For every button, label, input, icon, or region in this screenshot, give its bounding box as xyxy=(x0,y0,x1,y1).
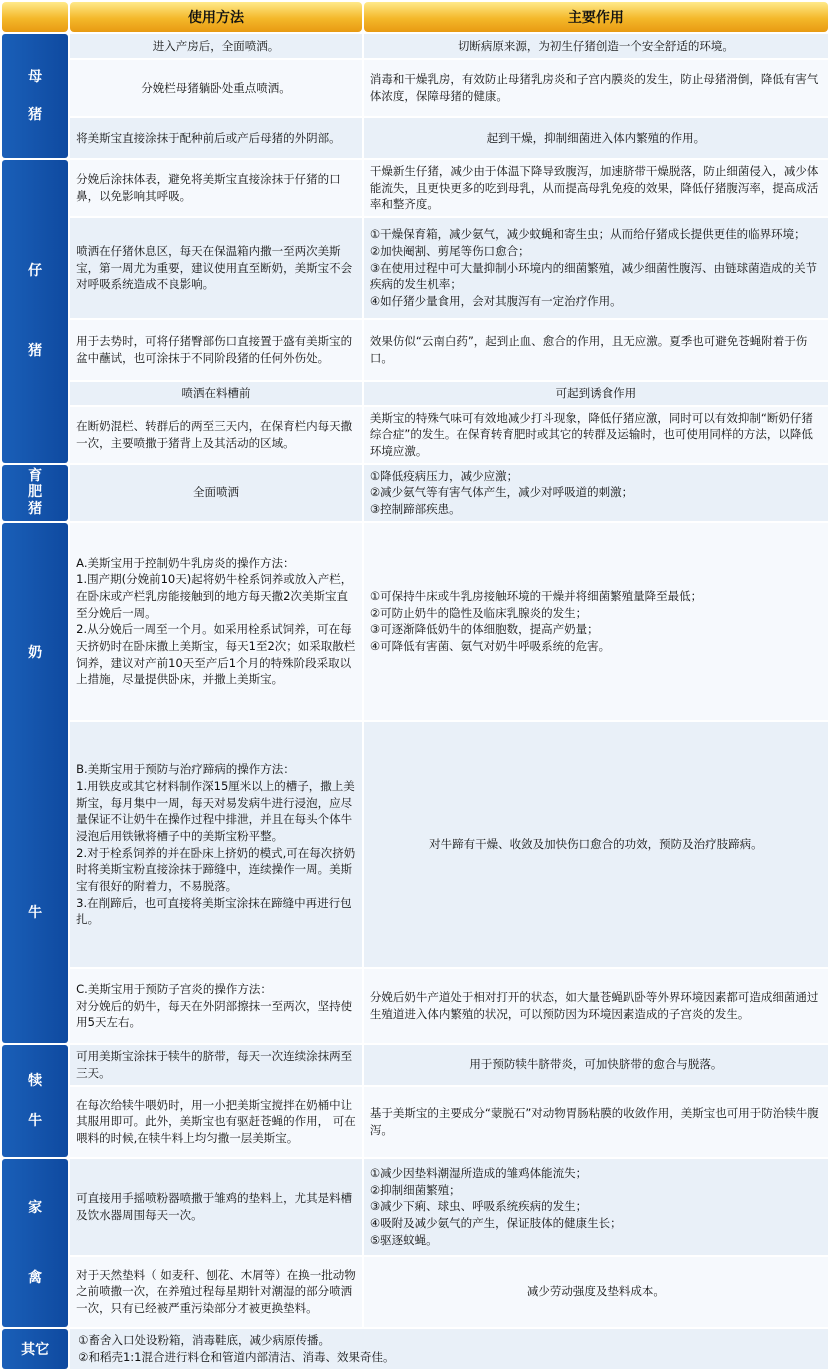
table-row xyxy=(2,523,828,720)
header-blank-cell xyxy=(2,2,68,32)
effect-line: ①干燥保育箱，减少氨气，减少蚊蝇和寄生虫；从而给仔猪成长提供更佳的临界环境； xyxy=(369,227,806,242)
method-cell: 喷洒在仔猪休息区，每天在保温箱内撒一至两次美斯宝，第一周尤为重要，建议使用直至断奶，美斯宝不会对呼吸系统造成不良影响。 xyxy=(70,218,362,318)
effect-line: ④吸附及减少氨气的产生，保证肢体的健康生长； xyxy=(369,1216,622,1231)
method-line: B.美斯宝用于预防与治疗蹄病的操作方法： xyxy=(76,762,295,777)
table-row xyxy=(2,407,828,463)
table-row xyxy=(2,1257,828,1327)
effect-line: ③可逐渐降低奶牛的体细胞数，提高产奶量； xyxy=(369,622,599,637)
effect-line: ①降低疫病压力，减少应激； xyxy=(369,468,519,483)
category-piglet xyxy=(2,160,68,463)
effect-line: ①可保持牛床或牛乳房接触环境的干燥并将细菌繁殖量降至最低； xyxy=(369,589,703,604)
method-cell: 用于去势时，可将仔猪臀部伤口直接置于盛有美斯宝的盆中蘸试，也可涂抹于不同阶段猪的任何外伤处。 xyxy=(70,320,362,380)
effect-line: ③在使用过程中可大量抑制小环境内的细菌繁殖，减少细菌性腹泻、由链球菌造成的关节疾病的发生机率； xyxy=(369,260,818,292)
category-label-char: 猪 xyxy=(28,501,43,518)
table-row xyxy=(2,1087,828,1157)
effect-line: ③控制蹄部疾患。 xyxy=(369,502,461,517)
effect-line: ①减少因垫料潮湿所造成的雏鸡体能流失； xyxy=(369,1166,588,1181)
category-label-char: 禽 xyxy=(28,1269,43,1286)
method-line: 3.在削蹄后，也可直接将美斯宝涂抹在蹄缝中再进行包扎。 xyxy=(76,895,352,927)
table-row xyxy=(2,60,828,116)
method-cell xyxy=(70,523,362,720)
method-line: 1.用铁皮或其它材料制作深15厘米以上的槽子，撒上美斯宝，每月集中一周，每天对易发病牛进行浸泡，应尽量保证不让奶牛在操作过程中排泄，并且在每头个体牛浸泡后用铁锹将槽子中的美斯宝粉平整。 xyxy=(76,778,355,843)
category-label-char: 育 xyxy=(28,467,43,484)
effect-cell: 干燥新生仔猪，减少由于体温下降导致腹泻，加速脐带干燥脱落，防止细菌侵入，减少体能流失，且更快更多的吃到母乳，从而提高母乳免疫的效果，降低仔猪腹泻率，提高成活率和整齐度。 xyxy=(364,160,828,216)
effect-cell: 切断病原来源，为初生仔猪创造一个安全舒适的环境。 xyxy=(364,34,828,58)
table-row xyxy=(2,1159,828,1255)
effect-cell: 美斯宝的特殊气味可有效地减少打斗现象，降低仔猪应激，同时可以有效抑制“断奶仔猪综合症”的发生。在保育转育肥时或其它的转群及运输时，也可使用同样的方法，以降低环境应激。 xyxy=(364,407,828,463)
method-cell: 分娩栏母猪躺卧处重点喷洒。 xyxy=(70,60,362,116)
category-label-char: 肥 xyxy=(28,484,43,501)
category-sow xyxy=(2,34,68,158)
header-effect: 主要作用 xyxy=(364,2,828,32)
method-cell xyxy=(70,722,362,967)
category-label-char: 家 xyxy=(28,1199,43,1216)
category-finisher xyxy=(2,465,68,521)
method-line: 2.对于栓系饲养的并在卧床上挤奶的模式,可在每次挤奶时将美斯宝粉直接涂抹于蹄缝中，连续操作一周。美斯宝有很好的附着力，不易脱落。 xyxy=(76,845,356,893)
effect-cell: 效果仿似“云南白药”，起到止血、愈合的作用，且无应激。夏季也可避免苍蝇附着于伤口。 xyxy=(364,320,828,380)
method-line: A.美斯宝用于控制奶牛乳房炎的操作方法： xyxy=(76,555,295,570)
other-line: ②和稻壳1:1混合进行料仓和管道内部清洁、消毒、效果奇佳。 xyxy=(78,1349,395,1364)
header-row xyxy=(2,2,828,32)
category-label-char: 母 xyxy=(28,69,43,85)
category-label-char: 牛 xyxy=(28,1112,43,1129)
method-cell: 将美斯宝直接涂抹于配种前后或产后母猪的外阴部。 xyxy=(70,118,362,158)
method-cell xyxy=(70,969,362,1043)
effect-line: ④如仔猪少量食用，会对其腹泻有一定治疗作用。 xyxy=(369,294,622,309)
method-line: C.美斯宝用于预防子宫炎的操作方法： xyxy=(76,981,272,996)
effect-cell: 用于预防犊牛脐带炎，可加快脐带的愈合与脱落。 xyxy=(364,1045,828,1085)
effect-line: ③减少下痢、球虫、呼吸系统疾病的发生； xyxy=(369,1199,588,1214)
table-row xyxy=(2,382,828,405)
effect-line: ②加快阉割、剪尾等伤口愈合； xyxy=(369,244,530,258)
category-poultry xyxy=(2,1159,68,1327)
effect-line: ②抑制细菌繁殖； xyxy=(369,1182,461,1197)
method-cell: 对于天然垫料（ 如麦秆、刨花、木屑等）在换一批动物之前喷撒一次，在养殖过程每星期针对潮湿的部分喷洒一次，只有已经被严重污染部分才被更换垫料。 xyxy=(70,1257,362,1327)
table-row xyxy=(2,320,828,380)
table-row xyxy=(2,34,828,58)
other-line: ①畜舍入口处设粉箱，消毒鞋底，减少病原传播。 xyxy=(78,1333,330,1348)
table-row xyxy=(2,1045,828,1085)
method-line: 2.从分娩后一周至一个月。如采用栓系试饲养，可在每天挤奶时在卧床撒上美斯宝，每天1至2次；如采取散栏饲养，建议对产前10天至产后1个月的特殊阶段采取以上措施，尽量提供卧床，并撒上美斯宝。 xyxy=(76,622,356,687)
table-row xyxy=(2,465,828,521)
effect-cell xyxy=(364,465,828,521)
method-cell: 在断奶混栏、转群后的两至三天内，在保育栏内每天撒一次，主要喷撒于猪背上及其活动的区域。 xyxy=(70,407,362,463)
table-row xyxy=(2,722,828,967)
effect-cell: 消毒和干燥乳房，有效防止母猪乳房炎和子宫内膜炎的发生，防止母猪滑倒，降低有害气体浓度，保障母猪的健康。 xyxy=(364,60,828,116)
effect-cell xyxy=(364,218,828,318)
effect-cell: 对牛蹄有干燥、收敛及加快伤口愈合的功效，预防及治疗肢蹄病。 xyxy=(364,722,828,967)
other-notes-cell xyxy=(70,1329,828,1369)
effect-cell: 分娩后奶牛产道处于相对打开的状态，如大量苍蝇趴卧等外界环境因素都可造成细菌通过生殖道进入体内繁殖的状况，可以预防因为环境因素造成的子宫炎的发生。 xyxy=(364,969,828,1043)
effect-line: ⑤驱逐蚊蝇。 xyxy=(369,1232,438,1247)
category-cow xyxy=(2,523,68,1043)
method-cell: 进入产房后，全面喷洒。 xyxy=(70,34,362,58)
method-cell: 喷洒在料槽前 xyxy=(70,382,362,405)
method-line: 对分娩后的奶牛，每天在外阴部擦抹一至两次，坚持使用5天左右。 xyxy=(76,998,353,1030)
category-label-char: 猪 xyxy=(28,343,43,360)
effect-cell xyxy=(364,523,828,720)
effect-line: ②减少氨气等有害气体产生，减少对呼吸道的刺激； xyxy=(369,485,634,500)
table-row xyxy=(2,160,828,216)
table-row xyxy=(2,218,828,318)
effect-cell: 起到干燥，抑制细菌进入体内繁殖的作用。 xyxy=(364,118,828,158)
method-cell: 可直接用手摇喷粉器喷撒于雏鸡的垫料上，尤其是料槽及饮水器周围每天一次。 xyxy=(70,1159,362,1255)
category-label-char: 牛 xyxy=(28,904,43,921)
category-label-char: 仔 xyxy=(28,263,43,280)
effect-cell: 基于美斯宝的主要成分“蒙脱石”对动物胃肠粘膜的收敛作用，美斯宝也可用于防治犊牛腹泻。 xyxy=(364,1087,828,1157)
effect-cell xyxy=(364,1159,828,1255)
method-cell: 可用美斯宝涂抹于犊牛的脐带，每天一次连续涂抹两至三天。 xyxy=(70,1045,362,1085)
table-row xyxy=(2,969,828,1043)
method-cell: 全面喷洒 xyxy=(70,465,362,521)
table-row xyxy=(2,118,828,158)
effect-line: ②可防止奶牛的隐性及临床乳腺炎的发生； xyxy=(369,605,588,620)
category-label-char: 奶 xyxy=(28,644,43,661)
effect-line: ④可降低有害菌、氨气对奶牛呼吸系统的危害。 xyxy=(369,639,611,654)
header-method: 使用方法 xyxy=(70,2,362,32)
effect-cell: 可起到诱食作用 xyxy=(364,382,828,405)
table-row xyxy=(2,1329,828,1369)
category-calf xyxy=(2,1045,68,1157)
category-label-char: 猪 xyxy=(28,107,43,123)
method-cell: 在每次给犊牛喂奶时，用一小把美斯宝搅拌在奶桶中让其服用即可。此外，美斯宝也有驱赶苍蝇的作用， 可在喂料的时候,在犊牛料上均匀撒一层美斯宝。 xyxy=(70,1087,362,1157)
category-other: 其它 xyxy=(2,1329,68,1369)
category-label-char: 犊 xyxy=(28,1072,43,1089)
effect-cell: 减少劳动强度及垫料成本。 xyxy=(364,1257,828,1327)
method-cell: 分娩后涂抹体表，避免将美斯宝直接涂抹于仔猪的口鼻，以免影响其呼吸。 xyxy=(70,160,362,216)
method-line: 1.围产期(分娩前10天)起将奶牛栓系饲养或放入产栏，在卧床或产栏乳房能接触到的地方每天撒2次美斯宝直至分娩后一周。 xyxy=(76,572,353,620)
